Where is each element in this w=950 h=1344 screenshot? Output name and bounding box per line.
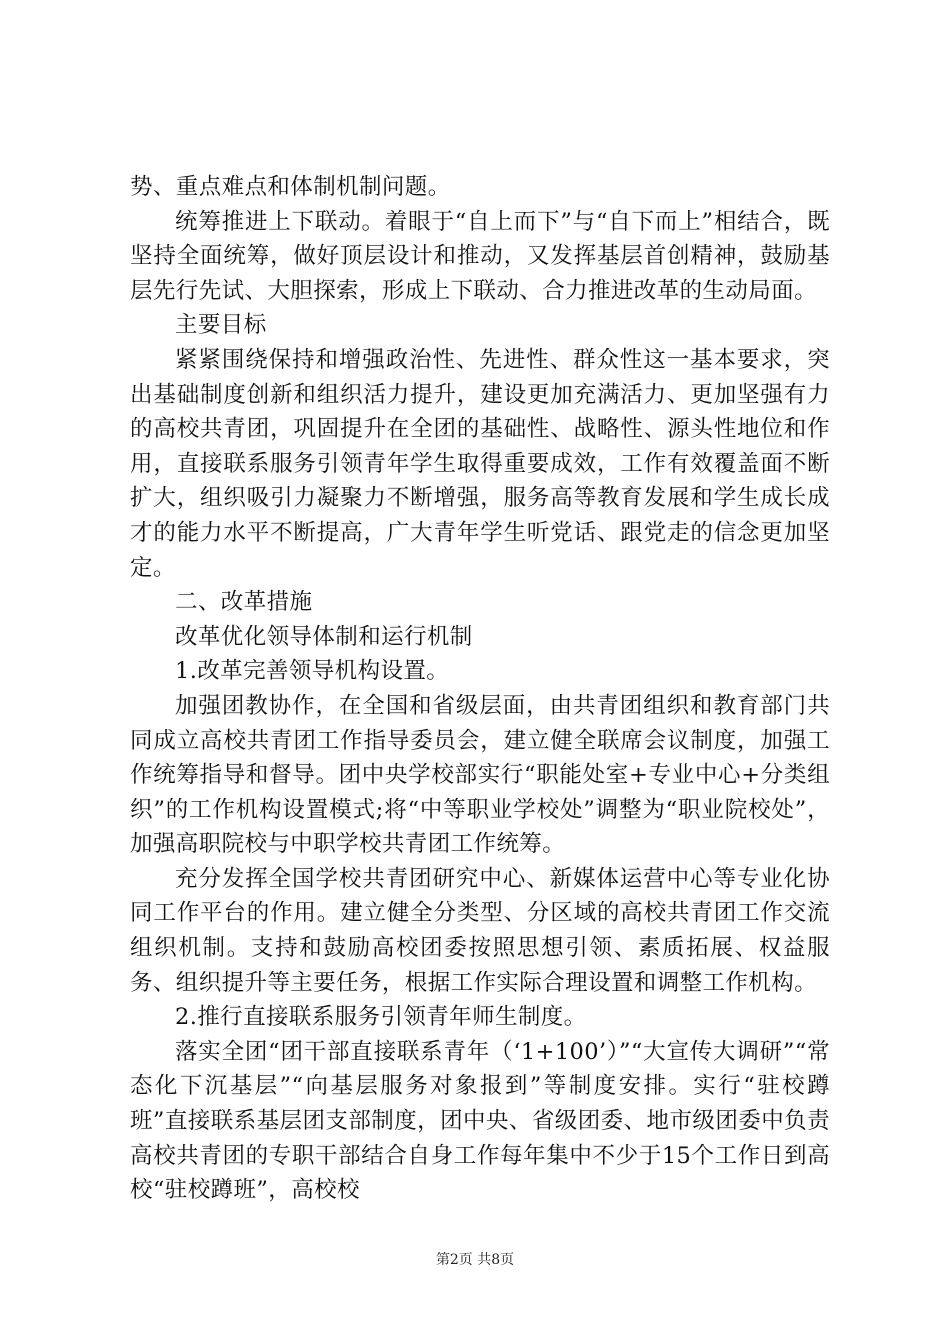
item-heading-2: 2.推行直接联系服务引领青年师生制度。: [175, 1004, 587, 1031]
page-footer: [0, 1251, 950, 1269]
paragraph-team-education-cooperation: 加强团教协作，在全国和省级层面，由共青团组织和教育部门共同成立高校共青团工作指导委员会，建立健全联席会议制度，加强工作统筹指导和督导。团中央学校部实行“职能处室+专业中心+分类组织”的工作机构设置模式;将“中等职业学校处”调整为“职业院校处”，加强高职院校与中职学校共青团工作统筹。: [130, 692, 830, 858]
subheading-leadership-system: 改革优化领导体制和运行机制: [175, 623, 473, 650]
document-body: [130, 170, 830, 1208]
heading-reform-measures: 二、改革措施: [175, 589, 313, 616]
heading-main-goals: 主要目标: [175, 312, 267, 339]
paragraph-continuation: 势、重点难点和体制机制问题。: [130, 174, 451, 200]
item-heading-1: 1.改革完善领导机构设置。: [175, 658, 450, 685]
paragraph-goals: 紧紧围绕保持和增强政治性、先进性、群众性这一基本要求，突出基础制度创新和组织活力提升，建设更加充满活力、更加坚强有力的高校共青团，巩固提升在全团的基础性、战略性、源头性地位和作用，直接联系服务引领青年学生取得重要成效，工作有效覆盖面不断扩大，组织吸引力凝聚力不断增强，服务高等教育发展和学生成长成才的能力水平不断提高，广大青年学生听党话、跟党走的信念更加坚定。: [130, 346, 830, 581]
paragraph-coordination: 统筹推进上下联动。着眼于“自上而下”与“自下而上”相结合，既坚持全面统筹，做好顶层设计和推动，又发挥基层首创精神，鼓励基层先行先试、大胆探索，形成上下联动、合力推进改革的生动局面。: [130, 208, 830, 304]
paragraph-platforms: 充分发挥全国学校共青团研究中心、新媒体运营中心等专业化协同工作平台的作用。建立健全分类型、分区域的高校共青团工作交流组织机制。支持和鼓励高校团委按照思想引领、素质拓展、权益服务、组织提升等主要任务，根据工作实际合理设置和调整工作机构。: [130, 865, 830, 996]
paragraph-direct-contact: 落实全团“团干部直接联系青年（‘1+100’）”“大宣传大调研”“常态化下沉基层”“向基层服务对象报到”等制度安排。实行“驻校蹲班”直接联系基层团支部制度，团中央、省级团委、地市级团委中负责高校共青团的专职干部结合自身工作每年集中不少于15个工作日到高校“驻校蹲班”，高校校: [130, 1038, 830, 1204]
page-number-label: 第2页 共8页: [435, 1252, 515, 1268]
